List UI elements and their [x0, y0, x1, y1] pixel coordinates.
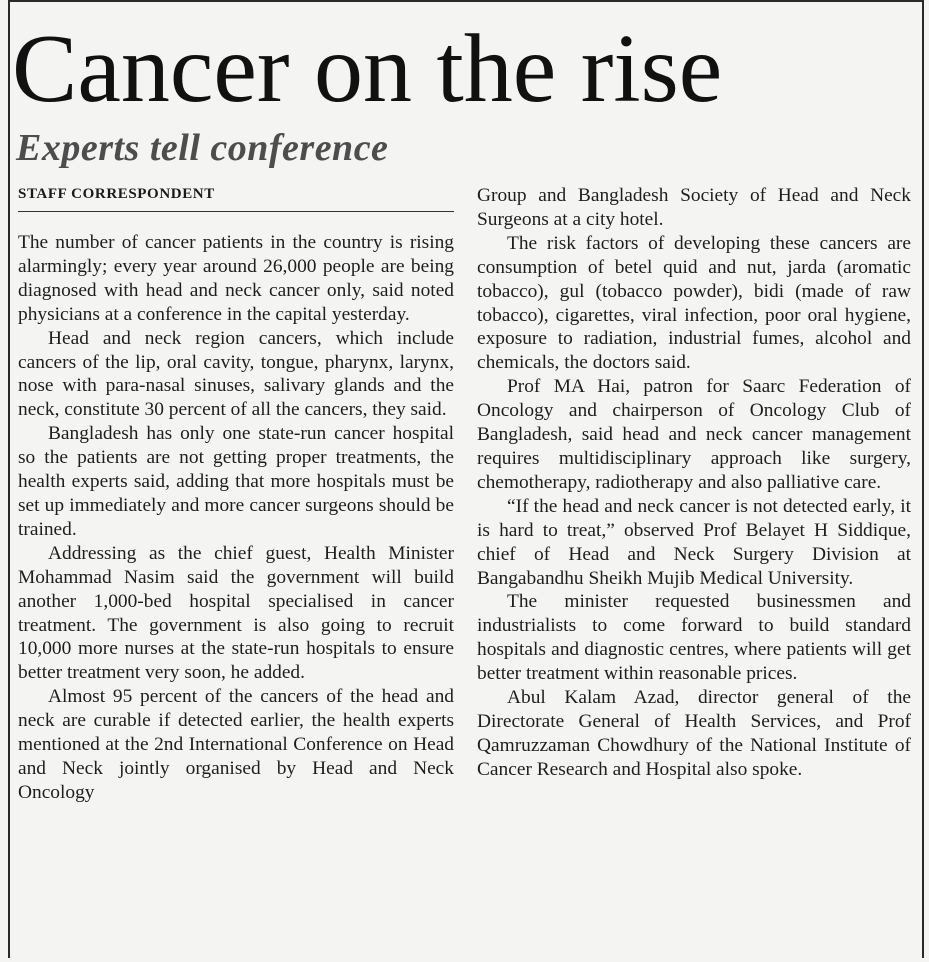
headline: Cancer on the rise — [12, 15, 723, 123]
paragraph: Bangladesh has only one state-run cancer hospital so the patients are not getting proper treatments, the health experts said, adding that more hospitals must be set up immediately and more cancer surgeons should be trained. — [18, 423, 454, 540]
paragraph: Almost 95 percent of the cancers of the head and neck are curable if detected earlier, the health experts mentioned at the 2nd International Conference on Head and Neck jointly organised by Head and Neck Oncology — [18, 686, 454, 803]
byline: STAFF CORRESPONDENT — [18, 186, 454, 212]
paragraph: Group and Bangladesh Society of Head and Neck Surgeons at a city hotel. — [477, 185, 911, 230]
right-column — [477, 184, 911, 782]
subheadline: Experts tell conference — [16, 127, 389, 169]
paragraph: The risk factors of developing these cancers are consumption of betel quid and nut, jarda (aromatic tobacco), gul (tobacco powder), bidi (made of raw tobacco), cigarettes, viral infection, poor oral hygiene, exposure to radiation, industrial fumes, alcohol and chemicals, the doctors said. — [477, 232, 911, 374]
paragraph: Head and neck region cancers, which include cancers of the lip, oral cavity, tongue, pharynx, larynx, nose with para-nasal sinuses, salivary glands and the neck, constitute 30 percent of all the cancers, they said. — [18, 327, 454, 421]
paragraph: Addressing as the chief guest, Health Minister Mohammad Nasim said the government will build another 1,000-bed hospital specialised in cancer treatment. The government is also going to recruit 10,000 more nurses at the state-run hospitals to ensure better treatment very soon, he added. — [18, 542, 454, 684]
paragraph: “If the head and neck cancer is not detected early, it is hard to treat,” observed Prof Belayet H Siddique, chief of Head and Neck Surgery Division at Bangabandhu Sheikh Mujib Medical University. — [477, 495, 911, 589]
paragraph: The number of cancer patients in the country is rising alarmingly; every year around 26,000 people are being diagnosed with head and neck cancer only, said noted physicians at a conference in the capital yesterday. — [18, 232, 454, 325]
paragraph: Abul Kalam Azad, director general of the Directorate General of Health Services, and Prof Qamruzzaman Chowdhury of the National Institute of Cancer Research and Hospital also spoke. — [477, 687, 911, 780]
paragraph: Prof MA Hai, patron for Saarc Federation of Oncology and chairperson of Oncology Club of Bangladesh, said head and neck cancer management requires multidisciplinary approach like surgery, chemotherapy, radiotherapy and also palliative care. — [477, 376, 911, 493]
left-column — [18, 231, 454, 805]
paragraph: The minister requested businessmen and industrialists to come forward to build standard hospitals and diagnostic centres, where patients will get better treatment within reasonable prices. — [477, 591, 911, 685]
